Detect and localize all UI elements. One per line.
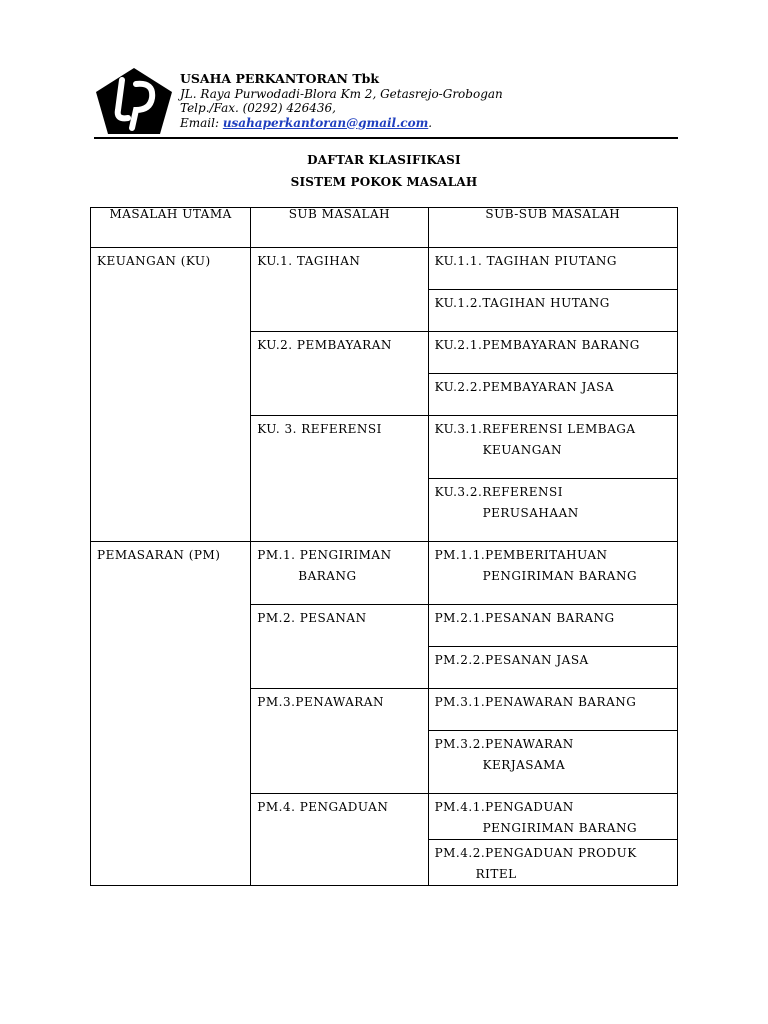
company-phone: Telp./Fax. (0292) 426436, <box>180 101 336 115</box>
sub-sub-problem-cell: PM.1.1.PEMBERITAHUAN PENGIRIMAN BARANG <box>428 542 677 605</box>
sub-sub-problem-cell: PM.4.1.PENGADUAN PENGIRIMAN BARANG <box>428 794 677 840</box>
company-name: USAHA PERKANTORAN Tbk <box>180 71 380 86</box>
sub-problem-cell: PM.3.PENAWARAN <box>251 689 428 794</box>
header-sub-sub-problem: SUB-SUB MASALAH <box>428 208 677 248</box>
sub-problem-cell: KU. 3. REFERENSI <box>251 416 428 542</box>
sub-sub-problem-cell: KU.1.1. TAGIHAN PIUTANG <box>428 248 677 290</box>
company-info <box>180 72 503 130</box>
sub-sub-problem-cell: PM.2.2.PESANAN JASA <box>428 647 677 689</box>
table-row <box>91 248 678 290</box>
document-subtitle: SISTEM POKOK MASALAH <box>290 175 478 189</box>
main-problem-cell: KEUANGAN (KU) <box>91 248 251 542</box>
sub-sub-problem-cell: KU.3.2.REFERENSI PERUSAHAAN <box>428 479 677 542</box>
sub-sub-problem-cell: KU.3.1.REFERENSI LEMBAGA KEUANGAN <box>428 416 677 479</box>
letterhead <box>94 66 678 136</box>
sub-problem-cell: PM.4. PENGADUAN <box>251 794 428 886</box>
table-header-row <box>91 208 678 248</box>
sub-sub-problem-cell: KU.1.2.TAGIHAN HUTANG <box>428 290 677 332</box>
company-logo <box>94 66 174 136</box>
sub-sub-problem-cell: KU.2.1.PEMBAYARAN BARANG <box>428 332 677 374</box>
sub-problem-cell: KU.1. TAGIHAN <box>251 248 428 332</box>
sub-sub-problem-cell: PM.4.2.PENGADUAN PRODUK RITEL <box>428 840 677 886</box>
email-label: Email: <box>180 115 223 130</box>
sub-sub-problem-cell: KU.2.2.PEMBAYARAN JASA <box>428 374 677 416</box>
sub-sub-problem-cell: PM.3.2.PENAWARAN KERJASAMA <box>428 731 677 794</box>
header-divider <box>94 137 678 139</box>
document-title: DAFTAR KLASIFIKASI <box>307 153 461 167</box>
sub-problem-cell: KU.2. PEMBAYARAN <box>251 332 428 416</box>
email-suffix: . <box>428 115 433 130</box>
classification-table <box>90 207 678 886</box>
email-link[interactable]: usahaperkantoran@gmail.com <box>222 115 429 130</box>
sub-sub-problem-cell: PM.3.1.PENAWARAN BARANG <box>428 689 677 731</box>
table-row <box>91 542 678 605</box>
company-email-line <box>180 116 503 131</box>
header-main-problem: MASALAH UTAMA <box>91 208 251 248</box>
sub-sub-problem-cell: PM.2.1.PESANAN BARANG <box>428 605 677 647</box>
company-address: JL. Raya Purwodadi-Blora Km 2, Getasrejo-Grobogan <box>180 86 503 101</box>
main-problem-cell: PEMASARAN (PM) <box>91 542 251 886</box>
sub-problem-cell: PM.1. PENGIRIMAN BARANG <box>251 542 428 605</box>
sub-problem-cell: PM.2. PESANAN <box>251 605 428 689</box>
header-sub-problem: SUB MASALAH <box>251 208 428 248</box>
